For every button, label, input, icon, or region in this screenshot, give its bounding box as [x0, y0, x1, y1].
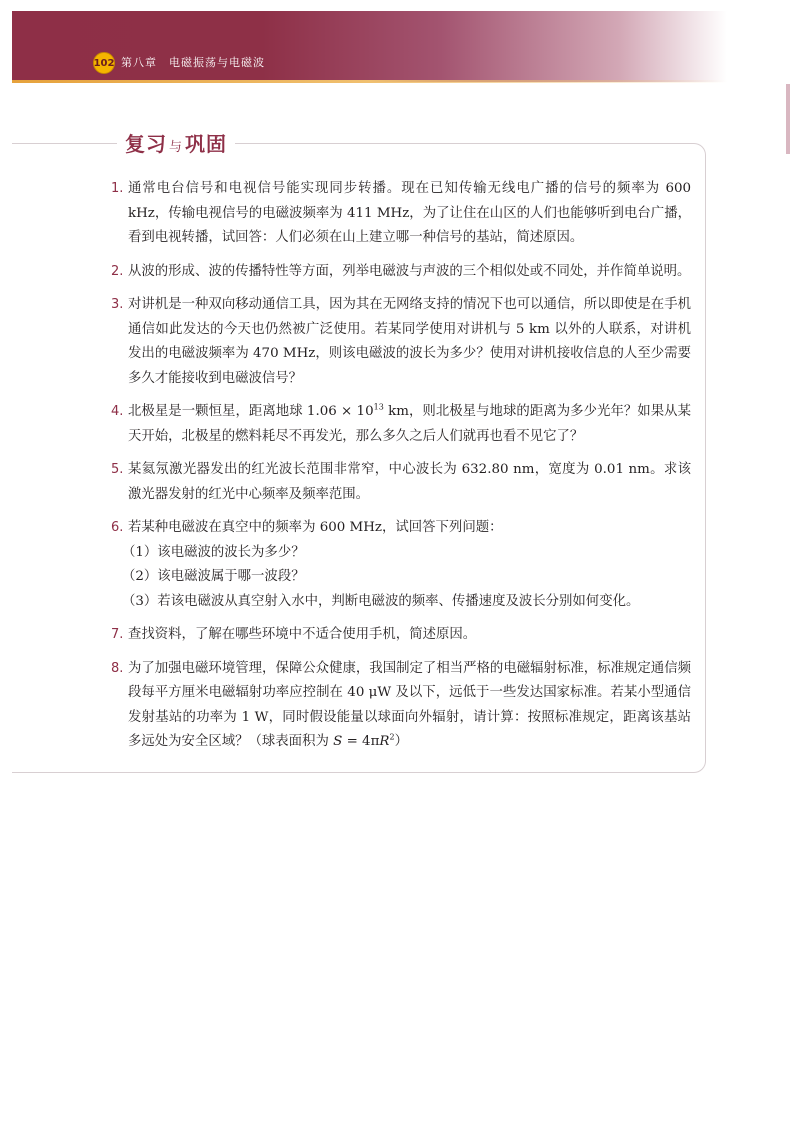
- question-text: 从波的形成、波的传播特性等方面，列举电磁波与声波的三个相似处或不同处，并作简单说明。: [128, 263, 691, 279]
- question-6: [111, 516, 691, 614]
- section-title-part2: 巩固: [185, 132, 228, 156]
- question-list: [111, 177, 691, 764]
- question-number: 1.: [111, 181, 124, 196]
- sub-question-3: （3）若该电磁波从真空射入水中，判断电磁波的频率、传播速度及波长分别如何变化。: [122, 593, 640, 609]
- question-text: 若某种电磁波在真空中的频率为 600 MHz，试回答下列问题：: [128, 520, 503, 535]
- sub-question-1: （1）该电磁波的波长为多少？: [122, 544, 305, 560]
- page-number-badge: 102: [93, 52, 115, 74]
- sub-question-2: （2）该电磁波属于哪一波段？: [122, 569, 305, 584]
- question-number: 2.: [111, 263, 124, 279]
- question-number: 5.: [111, 462, 124, 477]
- question-number: 6.: [111, 520, 124, 535]
- question-number: 7.: [111, 627, 124, 642]
- question-text: 通常电台信号和电视信号能实现同步转播。现在已知传输无线电广播的信号的频率为 600 kHz，传输电视信号的电磁波频率为 411 MHz，为了让住在山区的人们也能够听到电台广播，看到电视转播，试回答：人们必须在山上建立哪一种信号的基站，简述原因。: [128, 181, 691, 245]
- question-text-part-a: 北极星是一颗恒星，距离地球 1.06 × 10: [128, 404, 374, 419]
- question-1: [111, 177, 691, 251]
- question-text-part-b: km，则北极星与地球的距离为多少光年？如果从某天开始，北极星的燃料耗尽不再发光，那么多久之后人们就再也看不见它了？: [128, 404, 691, 444]
- question-3: [111, 293, 691, 391]
- section-title-part1: 复习: [125, 132, 167, 156]
- question-8: [111, 657, 691, 755]
- page-edge-tab: [786, 84, 790, 154]
- question-2: [111, 260, 691, 285]
- question-7: [111, 623, 691, 648]
- header-divider: [12, 80, 727, 83]
- chapter-title: 电磁振荡与电磁波: [169, 56, 265, 69]
- formula-s: S: [333, 734, 343, 749]
- question-text: 对讲机是一种双向移动通信工具，因为其在无网络支持的情况下也可以通信，所以即使是在手机通信如此发达的今天也仍然被广泛使用。若某同学使用对讲机与 5 km 以外的人联系，对讲机发出的电磁波频率为 470 MHz，则该电磁波的波长为多少？使用对讲机接收信息的人至少需要多久才能接收到电磁波信号？: [128, 297, 691, 386]
- question-text-part-a: 为了加强电磁环境管理，保障公众健康，我国制定了相当严格的电磁辐射标准，标准规定通信频段每平方厘米电磁辐射功率应控制在 40 μW 及以下，远低于一些发达国家标准。若某小型通信发射基站的功率为 1 W，同时假设能量以球面向外辐射，请计算：按照标准规定，距离该基站多远处为安全区域？（球表面积为: [128, 660, 691, 749]
- header-band: [12, 11, 727, 82]
- formula-mid: = 4π: [342, 734, 380, 749]
- question-number: 3.: [111, 297, 124, 312]
- question-4: [111, 400, 691, 449]
- formula-exponent: 2: [389, 732, 395, 742]
- question-text-part-b: ）: [394, 734, 408, 749]
- chapter-heading: [121, 54, 277, 70]
- section-title: [117, 128, 235, 157]
- question-number: 8.: [111, 660, 124, 676]
- question-text: 某氦氖激光器发出的红光波长范围非常窄，中心波长为 632.80 nm，宽度为 0.01 nm。求该激光器发射的红光中心频率及频率范围。: [128, 462, 691, 502]
- section-title-connector: 与: [169, 140, 184, 155]
- formula-r: R: [379, 734, 390, 749]
- question-text: 查找资料，了解在哪些环境中不适合使用手机，简述原因。: [128, 627, 477, 642]
- exponent: 13: [373, 402, 384, 412]
- chapter-number: 第八章: [121, 56, 157, 69]
- question-5: [111, 458, 691, 507]
- question-number: 4.: [111, 404, 124, 419]
